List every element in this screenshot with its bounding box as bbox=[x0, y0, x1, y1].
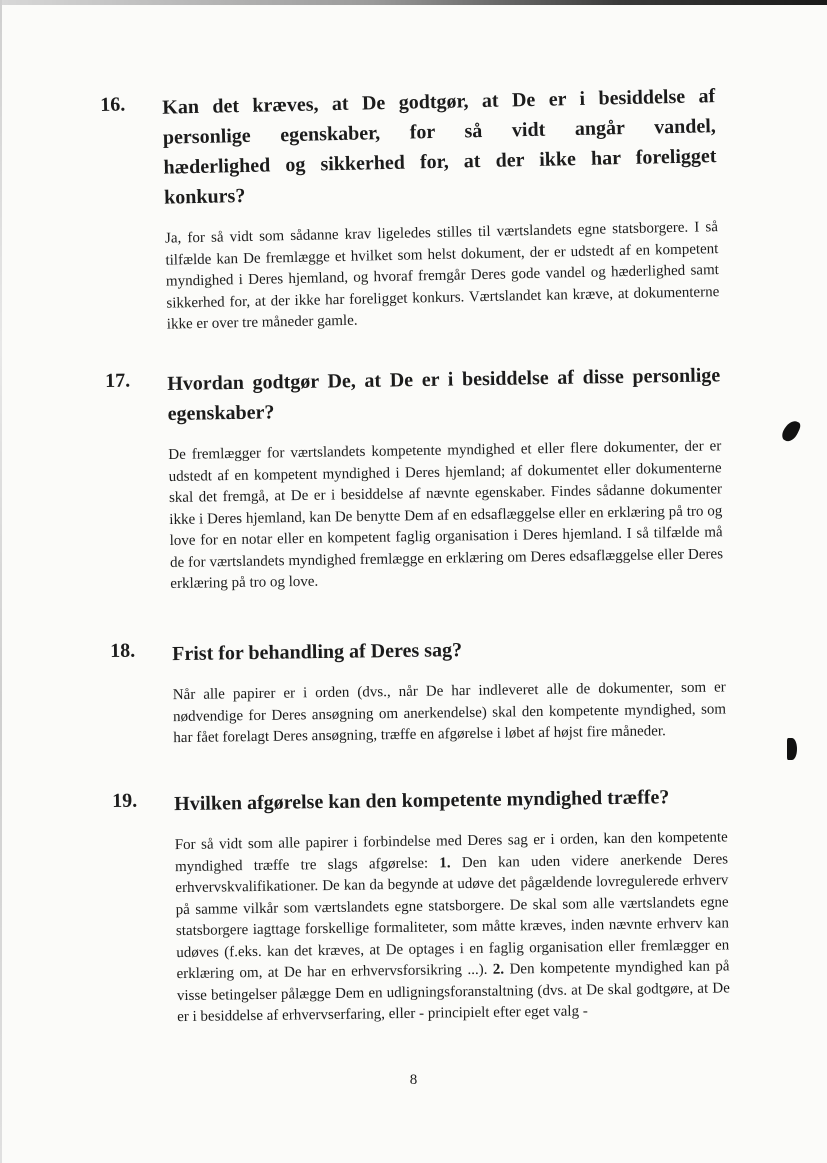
section-heading: Hvordan godtgør De, at De er i besiddelse af disse personlige egenskaber? bbox=[167, 364, 721, 426]
scan-top-edge bbox=[0, 0, 827, 5]
section-heading: Hvilken afgørelse kan den kompetente myndighed træffe? bbox=[174, 786, 670, 816]
section-heading: Kan det kræves, at De godtgør, at De er i besiddelse af personlige egenskaber, for så vidt angår vandel, hæderlighed og sikkerhed for, at der ikke har foreligget konkurs? bbox=[162, 85, 717, 209]
punch-hole-mark bbox=[787, 738, 797, 760]
list-marker-1: 1. bbox=[439, 854, 451, 871]
body-text-run: Den kompetente myndighed kan på visse betingelser pålægge Dem en udligningsforanstaltning (dvs. at De skal godtgøre, at De er i besiddelse af erhvervserfaring, eller - principielt efter eget valg - bbox=[176, 958, 730, 1026]
punch-hole-mark bbox=[780, 418, 802, 444]
body-text-run: Den kan uden videre anerkende Deres erhvervskvalifikationer. De kan da begynde at udøve det pågældende lovregulerede erhverv på samme vilkår som værtslandets egne statsborgere. De skal som alle værtslandets egne statsborgere iagttage forskellige formaliteter, som måtte kræves, inden nævnte erhverv kan udøves (f.eks. kan det kræves, at De optages i en faglig organisation eller fremlægger en erklæring om, at De har en erhvervsforsikring ...). bbox=[175, 850, 730, 983]
section-18 bbox=[110, 631, 726, 750]
section-number: 19. bbox=[112, 789, 138, 812]
section-17 bbox=[105, 360, 723, 596]
section-body: Når alle papirer er i orden (dvs., når De har indleveret alle de dokumenter, som er nødvendige for Deres ansøgning om anerkendelse) skal den kompetente myndighed, som har fået forelagt Deres ansøgning, træffe en afgørelse i løbet af højst fire måneder. bbox=[172, 679, 727, 747]
page-number: 8 bbox=[409, 1072, 418, 1088]
section-number: 18. bbox=[110, 639, 136, 662]
section-19 bbox=[112, 781, 730, 1029]
section-body bbox=[175, 827, 731, 1028]
section-number: 17. bbox=[105, 369, 131, 392]
body-text-run: For så vidt som alle papirer i forbindelse med Deres sag er i orden, kan den kompetente myndighed træffe tre slags afgørelse: bbox=[174, 829, 728, 875]
section-body: De fremlægger for værtslandets kompetente myndighed et eller flere dokumenter, der er udstedt af en kompetent myndighed i Deres hjemland; af dokumentet eller dokumenterne skal det fremgå, at De er i besiddelse af nævnte egenskaber. Findes sådanne dokumenter ikke i Deres hjemland, kan De benytte Dem af en edsaflæggelse eller en erklæring på tro og love for en notar eller en kompetent faglig organisation i Deres hjemland. I så tilfælde må de for værtslandets myndighed fremlægge en erklæring om Deres edsaflæggelse eller Deres erklæring på tro og love. bbox=[168, 438, 724, 592]
section-16 bbox=[100, 81, 720, 337]
list-marker-2: 2. bbox=[492, 961, 505, 978]
section-number: 16. bbox=[100, 93, 126, 116]
scan-left-edge bbox=[0, 0, 2, 1163]
section-body: Ja, for så vidt som sådanne krav ligeledes stilles til værtslandets egne statsborgere. I så tilfælde kan De fremlægge et hvilket som helst dokument, der er udstedt af en kompetent myndighed i Deres hjemland, og hvoraf fremgår Deres gode vandel og hæderlighed samt sikkerhed for, at der ikke har foreligget konkurs. Værtslandet kan kræve, at dokumenterne ikke er over tre måneder gamle. bbox=[164, 219, 720, 333]
section-heading: Frist for behandling af Deres sag? bbox=[172, 639, 463, 666]
